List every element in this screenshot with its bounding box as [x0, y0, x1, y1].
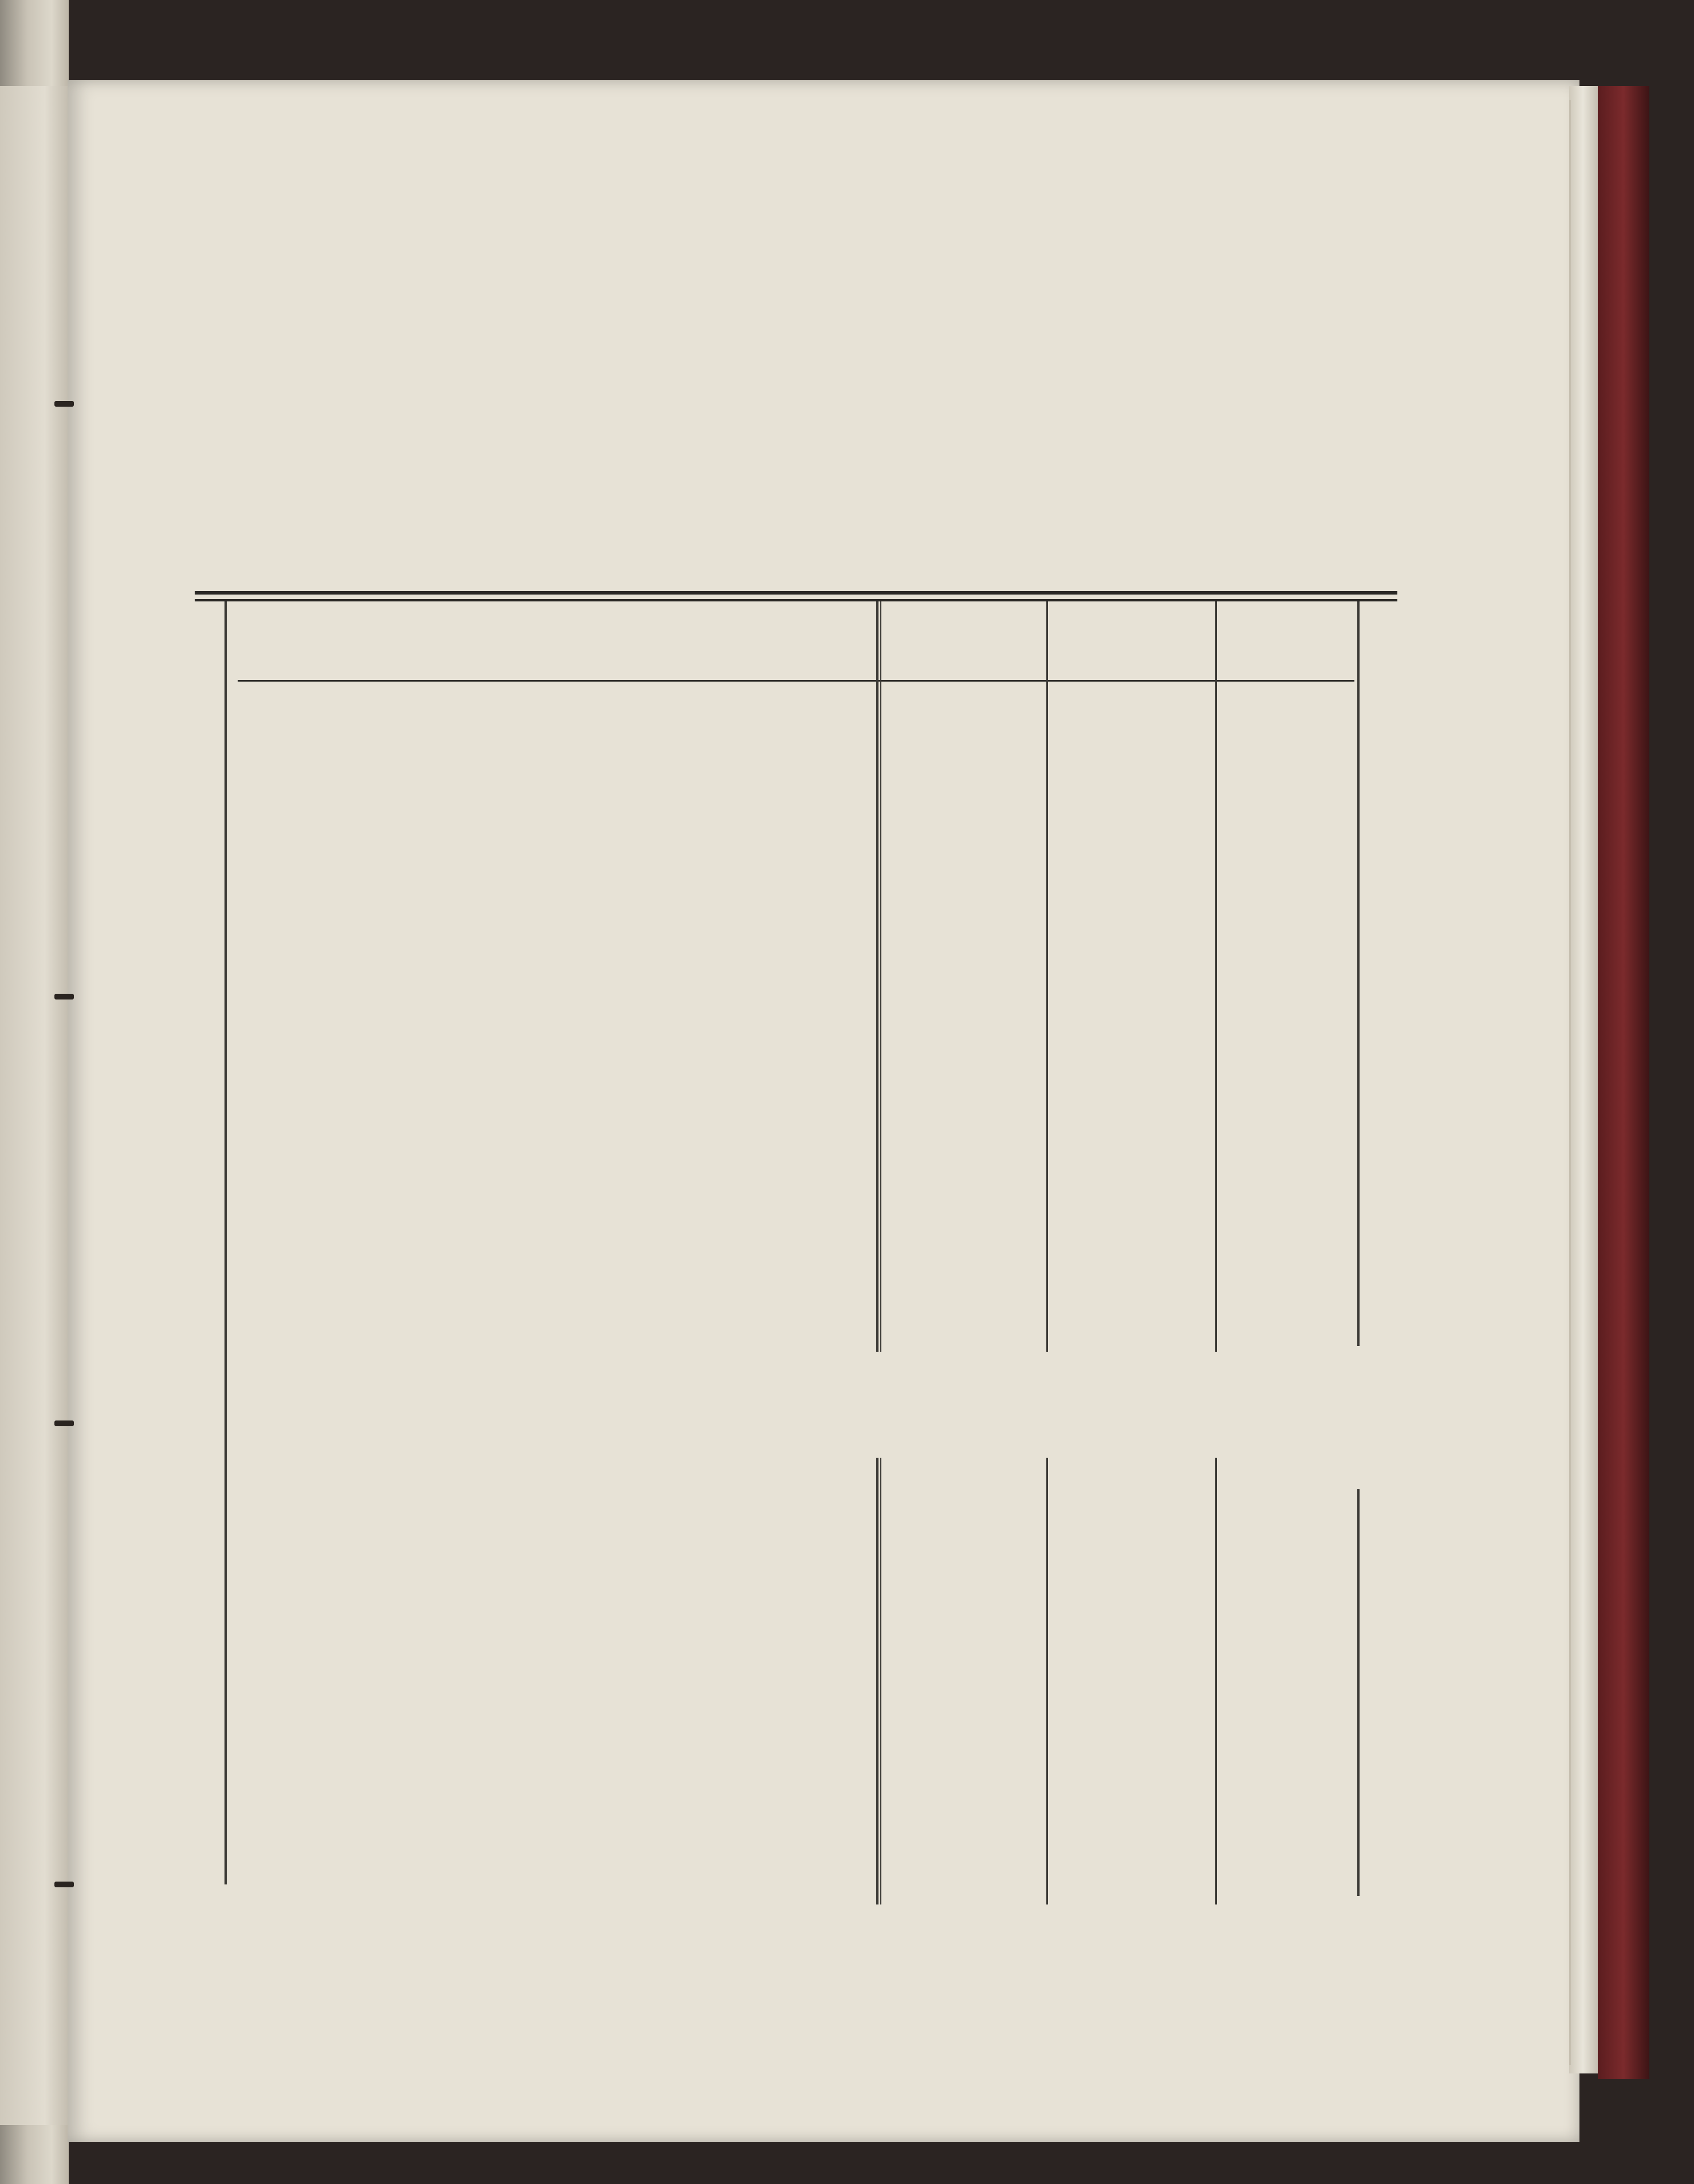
previous-page-strip — [0, 86, 74, 2125]
book-page — [68, 80, 1579, 2142]
header-rule — [238, 680, 1354, 682]
table-top-rule — [195, 599, 1397, 601]
table-right-border — [1357, 1489, 1360, 1896]
column-divider — [880, 1458, 881, 1904]
column-divider — [1215, 1458, 1217, 1904]
binding-thread — [54, 1420, 74, 1426]
book-cover-edge — [1598, 86, 1649, 2079]
column-divider — [880, 601, 881, 1352]
table-right-border — [1357, 601, 1360, 1346]
table-left-border — [224, 601, 227, 1884]
column-divider — [1215, 601, 1217, 1352]
binding-thread — [54, 994, 74, 999]
binding-thread — [54, 401, 74, 407]
column-divider — [1046, 601, 1048, 1352]
table-top-rule — [195, 591, 1397, 595]
column-divider — [1046, 1458, 1048, 1904]
column-divider — [876, 601, 878, 1352]
binding-thread — [54, 1882, 74, 1887]
column-divider — [876, 1458, 878, 1904]
